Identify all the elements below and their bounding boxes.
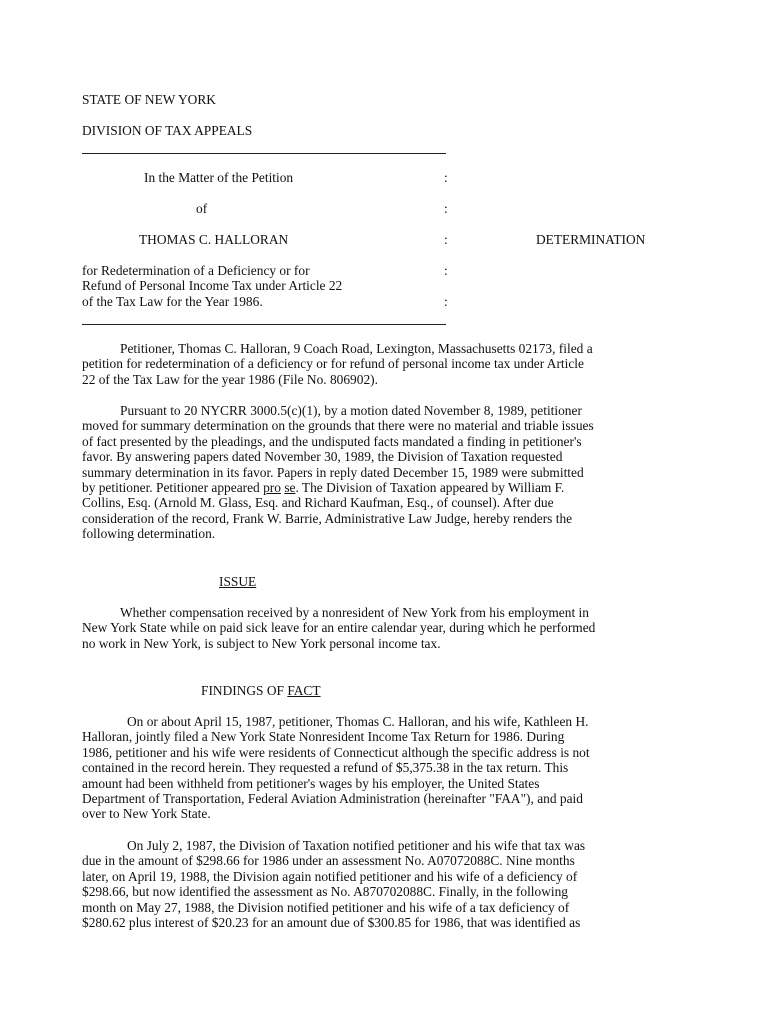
petition-paragraph <box>82 341 662 387</box>
caption-colon: : <box>444 263 448 278</box>
issue-heading-text: ISSUE <box>219 574 257 589</box>
text-line: consideration of the record, Frank W. Barrie, Administrative Law Judge, hereby renders the <box>82 510 573 526</box>
findings-heading-fact: FACT <box>287 683 321 698</box>
caption-purpose-line: for Redetermination of a Deficiency or for <box>82 263 310 278</box>
caption-colon: : <box>444 170 448 185</box>
text-line: due in the amount of $298.66 for 1986 under an assessment No. A07072088C. Nine months <box>82 853 575 869</box>
finding-paragraph-1 <box>82 714 662 822</box>
text-line: On or about April 15, 1987, petitioner, Thomas C. Halloran, and his wife, Kathleen H. <box>127 714 589 729</box>
text-line: over to New York State. <box>82 806 211 822</box>
text-line: contained in the record herein. They requested a refund of $5,375.38 in the tax return. This <box>82 760 569 776</box>
text-line: Department of Transportation, Federal Aviation Administration (hereinafter "FAA"), and paid <box>82 791 583 807</box>
text-line: following determination. <box>82 526 216 542</box>
matter-of-petition: In the Matter of the Petition <box>144 170 294 185</box>
text-segment: by petitioner. Petitioner appeared <box>82 480 264 496</box>
findings-heading <box>201 683 321 698</box>
text-line: $298.66, but now identified the assessment as No. A870702088C. Finally, in the following <box>82 884 568 900</box>
caption-purpose-line: Refund of Personal Income Tax under Article 22 <box>82 278 343 293</box>
procedure-paragraph <box>82 403 662 542</box>
text-line <box>82 480 662 495</box>
caption-top-rule <box>82 153 446 154</box>
determination-title: DETERMINATION <box>536 232 646 247</box>
text-line: New York State while on paid sick leave for an entire calendar year, during which he performed <box>82 620 596 636</box>
pro-se-underlined: se <box>284 480 296 496</box>
text-line: 1986, petitioner and his wife were residents of Connecticut although the specific address is not <box>82 744 590 760</box>
caption-of: of <box>196 201 208 216</box>
text-line: summary determination in its favor. Papers in reply dated December 15, 1989 were submitted <box>82 464 584 480</box>
caption-purpose-line: of the Tax Law for the Year 1986. <box>82 294 263 309</box>
text-line: Collins, Esq. (Arnold M. Glass, Esq. and Richard Kaufman, Esq., of counsel). After due <box>82 495 554 511</box>
issue-heading <box>219 574 256 589</box>
division-heading: DIVISION OF TAX APPEALS <box>82 123 253 138</box>
text-line: moved for summary determination on the grounds that there were no material and triable issues <box>82 418 594 434</box>
caption-colon: : <box>444 232 448 247</box>
text-line: On July 2, 1987, the Division of Taxation notified petitioner and his wife that tax was <box>127 838 586 853</box>
text-line: amount had been withheld from petitioner's wages by his employer, the United States <box>82 775 540 791</box>
text-line: 22 of the Tax Law for the year 1986 (File No. 806902). <box>82 371 378 387</box>
text-line: no work in New York, is subject to New York personal income tax. <box>82 635 441 651</box>
issue-paragraph <box>82 605 662 651</box>
text-line: month on May 27, 1988, the Division notified petitioner and his wife of a tax deficiency of <box>82 899 570 915</box>
text-line: Halloran, jointly filed a New York State Nonresident Income Tax Return for 1986. During <box>82 729 565 745</box>
caption-colon: : <box>444 201 448 216</box>
text-line: favor. By answering papers dated November 30, 1989, the Division of Taxation requested <box>82 449 563 465</box>
state-heading: STATE OF NEW YORK <box>82 92 216 107</box>
petitioner-name: THOMAS C. HALLORAN <box>139 232 289 247</box>
text-line: $280.62 plus interest of $20.23 for an amount due of $300.85 for 1986, that was identified as <box>82 915 581 931</box>
caption-colon: : <box>444 294 448 309</box>
pro-se-underlined: pro <box>263 480 281 496</box>
text-line: Whether compensation received by a nonresident of New York from his employment in <box>120 605 589 620</box>
text-segment: . The Division of Taxation appeared by William F. <box>295 480 565 496</box>
text-line: Petitioner, Thomas C. Halloran, 9 Coach Road, Lexington, Massachusetts 02173, filed a <box>120 341 593 356</box>
text-line: petition for redetermination of a deficiency or for refund of personal income tax under Article <box>82 356 584 372</box>
text-line: later, on April 19, 1988, the Division again notified petitioner and his wife of a deficiency of <box>82 868 578 884</box>
findings-heading-prefix: FINDINGS OF <box>201 683 288 698</box>
text-line: Pursuant to 20 NYCRR 3000.5(c)(1), by a motion dated November 8, 1989, petitioner <box>120 403 582 418</box>
text-line: of fact presented by the pleadings, and the undisputed facts mandated a finding in petitioner's <box>82 433 582 449</box>
finding-paragraph-2 <box>82 838 662 930</box>
caption-bottom-rule <box>82 324 446 325</box>
